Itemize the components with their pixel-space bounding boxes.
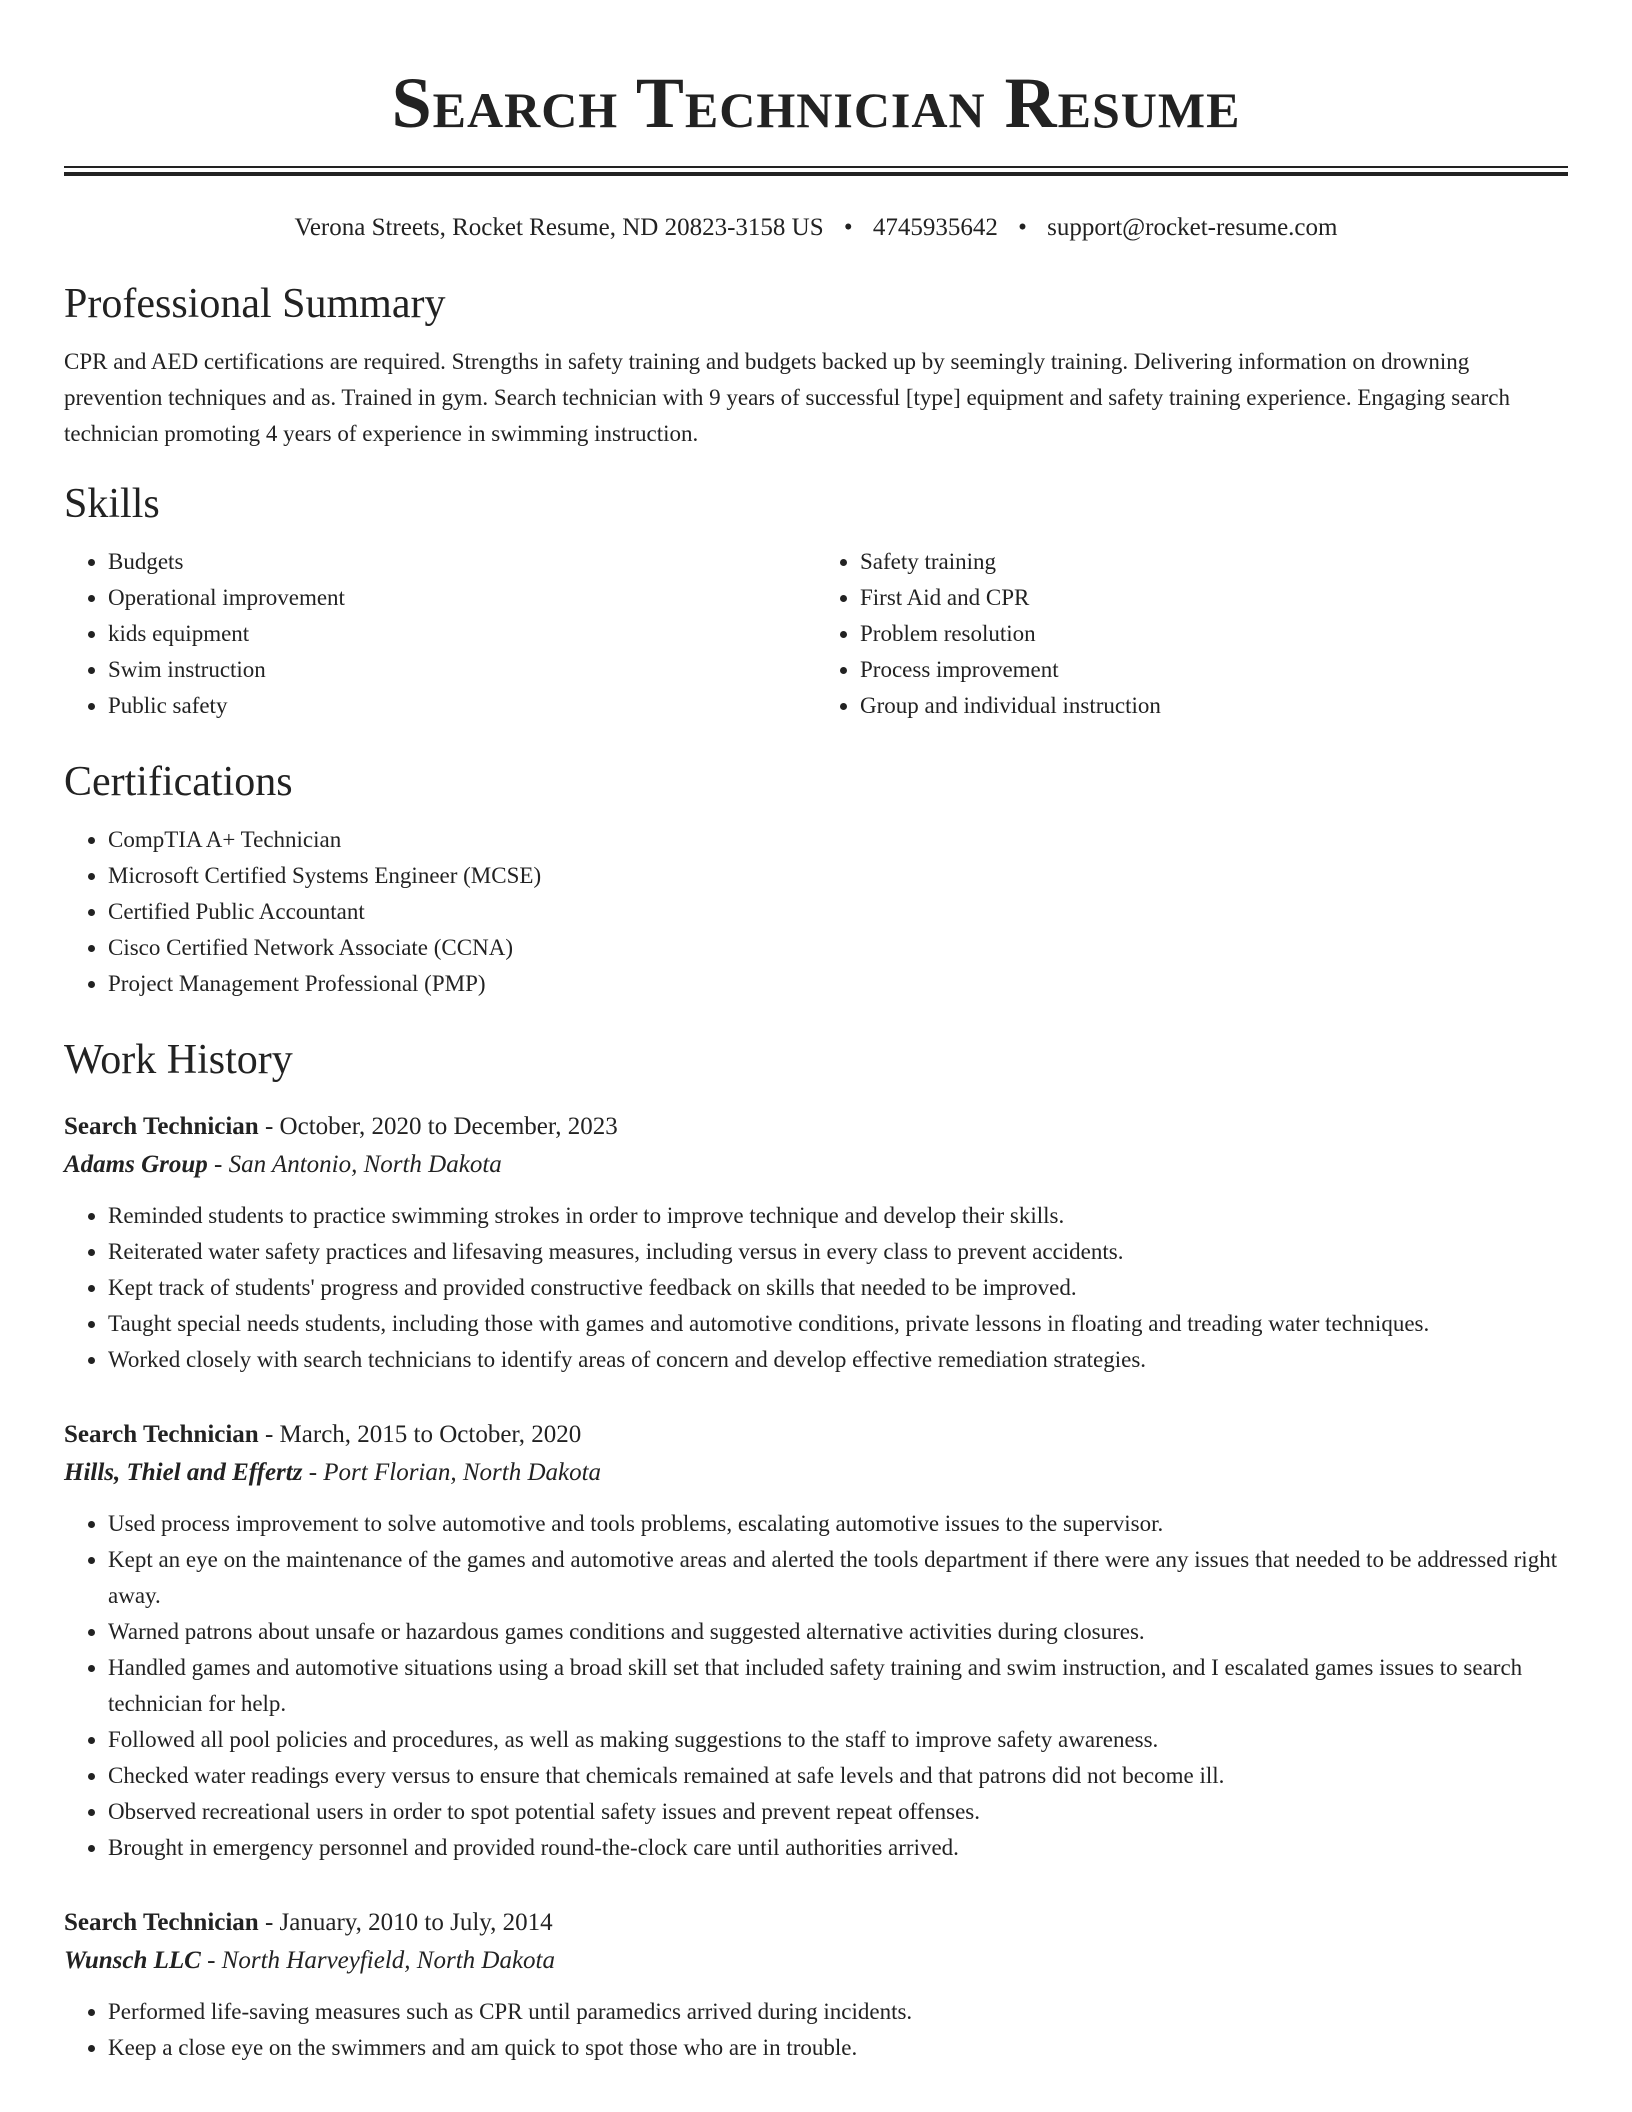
page-title: Search Technician Resume (391, 63, 1241, 143)
skill-item: • Group and individual instruction (860, 688, 1568, 724)
job-duty-item: • Followed all pool policies and procedures, as well as making suggestions to the staff to improve safety awareness. (108, 1722, 1568, 1758)
job-duty-item: • Used process improvement to solve automotive and tools problems, escalating automotive issues to the supervisor. (108, 1506, 1568, 1542)
certifications-list (64, 822, 1568, 1002)
skill-item: • Safety training (860, 544, 1568, 580)
job-duties (64, 1994, 1568, 2066)
certification-item: • CompTIA A+ Technician (108, 822, 1568, 858)
job-duty-item: • Warned patrons about unsafe or hazardous games conditions and suggested alternative activities during closures. (108, 1614, 1568, 1650)
job-duty-item: • Reminded students to practice swimming strokes in order to improve technique and develop their skills. (108, 1198, 1568, 1234)
job-company-line (64, 1942, 1568, 1980)
skill-item: • Process improvement (860, 652, 1568, 688)
job-location: - San Antonio, North Dakota (207, 1151, 502, 1178)
contact-separator: • (1018, 214, 1027, 241)
job-duty-item: • Observed recreational users in order to spot potential safety issues and prevent repeat offenses. (108, 1794, 1568, 1830)
job-title-line (64, 1416, 1568, 1454)
job-company: Hills, Thiel and Effertz (64, 1459, 303, 1486)
job-company: Adams Group (64, 1151, 208, 1178)
job-title-line (64, 1904, 1568, 1942)
skill-item: • kids equipment (108, 616, 816, 652)
job-duty-item: • Reiterated water safety practices and lifesaving measures, including versus in every class to prevent accidents. (108, 1234, 1568, 1270)
skill-item: • Public safety (108, 688, 816, 724)
job-title: Search Technician (64, 1909, 259, 1936)
certification-item: • Certified Public Accountant (108, 894, 1568, 930)
resume-page (64, 0, 1568, 2066)
job-duty-item: • Brought in emergency personnel and provided round-the-clock care until authorities arrived. (108, 1830, 1568, 1866)
job-dates: - October, 2020 to December, 2023 (258, 1113, 618, 1140)
title-divider (64, 166, 1568, 176)
skill-item: • First Aid and CPR (860, 580, 1568, 616)
job-company-line (64, 1454, 1568, 1492)
skills-column-right (816, 544, 1568, 724)
skills-list (64, 544, 1568, 724)
job-title-line (64, 1108, 1568, 1146)
job-entry (64, 1416, 1568, 1866)
skill-item: • Problem resolution (860, 616, 1568, 652)
skill-item: • Budgets (108, 544, 816, 580)
job-duty-item: • Kept track of students' progress and provided constructive feedback on skills that needed to be improved. (108, 1270, 1568, 1306)
job-entry (64, 1904, 1568, 2066)
job-dates: - January, 2010 to July, 2014 (258, 1909, 553, 1936)
contact-address: Verona Streets, Rocket Resume, ND 20823-3158 US (294, 214, 824, 241)
work-history-heading: Work History (64, 1037, 293, 1083)
contact-email: support@rocket-resume.com (1047, 214, 1338, 241)
certification-item: • Project Management Professional (PMP) (108, 966, 1568, 1002)
job-duties (64, 1198, 1568, 1378)
contact-line (64, 208, 1568, 248)
job-company: Wunsch LLC (64, 1947, 201, 1974)
certification-item: • Cisco Certified Network Associate (CCNA) (108, 930, 1568, 966)
job-company-line (64, 1146, 1568, 1184)
job-duty-item: • Worked closely with search technicians to identify areas of concern and develop effective remediation strategies. (108, 1342, 1568, 1378)
skills-heading: Skills (64, 481, 160, 527)
summary-heading: Professional Summary (64, 281, 446, 327)
job-location: - Port Florian, North Dakota (302, 1459, 602, 1486)
contact-separator: • (843, 214, 853, 241)
skills-column-left (64, 544, 816, 724)
job-duty-item: • Handled games and automotive situations using a broad skill set that included safety training and swim instruction, and I escalated games issues to search technician for help. (108, 1650, 1568, 1722)
summary-text: CPR and AED certifications are required. Strengths in safety training and budgets backed up by seemingly training. Delivering information on drowning prevention techniques and as. Trained in gym. Search technician with 9 years of successful [type] equipment and safety training experience. Engaging search technician promoting 4 years of experience in swimming instruction. (64, 349, 1510, 446)
job-location: - North Harveyfield, North Dakota (200, 1947, 555, 1974)
skill-item: • Swim instruction (108, 652, 816, 688)
certifications-heading: Certifications (64, 759, 293, 805)
contact-phone: 4745935642 (872, 214, 998, 241)
job-duty-item: • Checked water readings every versus to ensure that chemicals remained at safe levels and that patrons did not become ill. (108, 1758, 1568, 1794)
job-entry (64, 1108, 1568, 1378)
job-duties (64, 1506, 1568, 1866)
job-duty-item: • Keep a close eye on the swimmers and am quick to spot those who are in trouble. (108, 2030, 1568, 2066)
job-duty-item: • Performed life-saving measures such as CPR until paramedics arrived during incidents. (108, 1994, 1568, 2030)
job-duty-item: • Kept an eye on the maintenance of the games and automotive areas and alerted the tools department if there were any issues that needed to be addressed right away. (108, 1542, 1568, 1614)
job-title: Search Technician (64, 1113, 259, 1140)
job-duty-item: • Taught special needs students, including those with games and automotive conditions, private lessons in floating and treading water techniques. (108, 1306, 1568, 1342)
job-dates: - March, 2015 to October, 2020 (258, 1421, 582, 1448)
job-title: Search Technician (64, 1421, 259, 1448)
skill-item: • Operational improvement (108, 580, 816, 616)
certification-item: • Microsoft Certified Systems Engineer (MCSE) (108, 858, 1568, 894)
